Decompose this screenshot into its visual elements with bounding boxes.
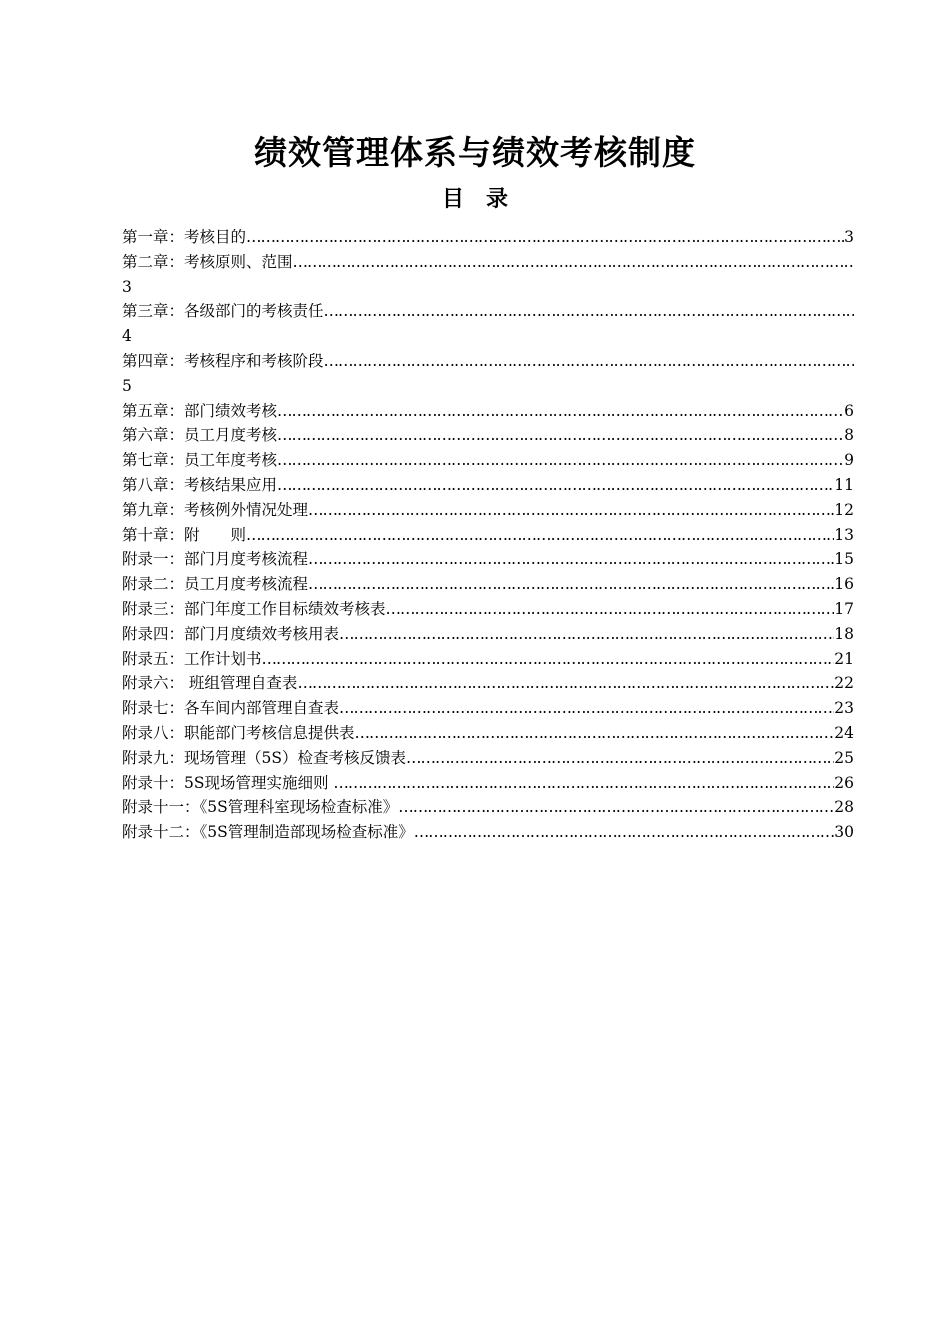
toc-page-number: 9 bbox=[844, 451, 854, 470]
toc-entry-label: 第十章：附 则 bbox=[122, 525, 247, 544]
toc-dot-leader bbox=[339, 696, 834, 721]
toc-dot-leader bbox=[293, 250, 854, 275]
toc-entry[interactable] bbox=[122, 473, 854, 498]
toc-dot-leader bbox=[386, 597, 835, 622]
toc-dot-leader bbox=[246, 523, 834, 548]
toc-entry[interactable] bbox=[122, 399, 854, 424]
toc-entry[interactable] bbox=[122, 250, 854, 300]
toc-entry-label: 第四章：考核程序和考核阶段 bbox=[122, 351, 324, 370]
toc-entry-label: 附录七：各车间内部管理自查表 bbox=[122, 699, 340, 718]
toc-dot-leader bbox=[355, 721, 835, 746]
toc-entry[interactable] bbox=[122, 820, 854, 845]
toc-entry-label: 附录十一：《5S管理科室现场检查标准》 bbox=[122, 798, 399, 817]
toc-dot-leader bbox=[297, 671, 834, 696]
toc-page-number: 11 bbox=[834, 475, 854, 494]
toc-page-number: 8 bbox=[844, 426, 854, 445]
toc-dot-leader bbox=[414, 820, 835, 845]
toc-page-number: 17 bbox=[834, 599, 854, 618]
toc-page-number: 22 bbox=[834, 674, 854, 693]
toc-entry[interactable] bbox=[122, 225, 854, 250]
toc-entry-label: 附录一：部门月度考核流程 bbox=[122, 550, 309, 569]
toc-entry[interactable] bbox=[122, 721, 854, 746]
toc-entry[interactable] bbox=[122, 597, 854, 622]
toc-dot-leader bbox=[277, 448, 844, 473]
toc-dot-leader bbox=[308, 547, 834, 572]
toc-entry[interactable] bbox=[122, 498, 854, 523]
toc-entry-label: 第五章：部门绩效考核 bbox=[122, 401, 278, 420]
toc-dot-leader bbox=[398, 795, 834, 820]
toc-page-number: 16 bbox=[834, 575, 854, 594]
toc-page-number: 24 bbox=[834, 723, 854, 742]
toc-entry-label: 附录四：部门月度绩效考核用表 bbox=[122, 624, 340, 643]
toc-page-number: 5 bbox=[122, 376, 132, 395]
toc-entry-label: 附录十：5S现场管理实施细则 bbox=[122, 773, 334, 792]
toc-entry-label: 附录十二：《5S管理制造部现场检查标准》 bbox=[122, 823, 414, 842]
toc-entry[interactable] bbox=[122, 696, 854, 721]
toc-entry-label: 第六章：员工月度考核 bbox=[122, 426, 278, 445]
toc-entry-label: 第一章：考核目的 bbox=[122, 228, 247, 246]
toc-page-number: 13 bbox=[834, 525, 854, 544]
toc-page-number: 18 bbox=[834, 624, 854, 643]
toc-entry[interactable] bbox=[122, 448, 854, 473]
toc-dot-leader bbox=[308, 498, 834, 523]
toc-dot-leader bbox=[277, 399, 844, 424]
toc-dot-leader bbox=[333, 771, 834, 796]
toc-heading: 目录 bbox=[441, 187, 530, 212]
toc-page-number: 25 bbox=[834, 748, 854, 767]
toc-page-number: 26 bbox=[834, 773, 854, 792]
table-of-contents bbox=[122, 225, 854, 845]
toc-page-number: 23 bbox=[834, 699, 854, 718]
toc-entry-label: 第九章：考核例外情况处理 bbox=[122, 500, 309, 519]
toc-dot-leader bbox=[324, 349, 854, 374]
toc-entry-label: 附录五：工作计划书 bbox=[122, 649, 262, 668]
toc-entry[interactable] bbox=[122, 647, 854, 672]
toc-entry-label: 附录三：部门年度工作目标绩效考核表 bbox=[122, 599, 386, 618]
toc-entry-label: 第七章：员工年度考核 bbox=[122, 451, 278, 470]
toc-page-number: 4 bbox=[122, 327, 132, 346]
toc-page-number: 28 bbox=[834, 798, 854, 817]
toc-page-number: 21 bbox=[834, 649, 854, 668]
toc-page-number: 15 bbox=[834, 550, 854, 569]
toc-page-number: 3 bbox=[844, 228, 854, 246]
toc-entry[interactable] bbox=[122, 622, 854, 647]
toc-dot-leader bbox=[339, 622, 834, 647]
toc-entry[interactable] bbox=[122, 771, 854, 796]
toc-dot-leader bbox=[308, 572, 834, 597]
toc-dot-leader bbox=[246, 225, 844, 250]
toc-entry[interactable] bbox=[122, 671, 854, 696]
toc-entry[interactable] bbox=[122, 572, 854, 597]
toc-dot-leader bbox=[262, 647, 835, 672]
toc-entry[interactable] bbox=[122, 547, 854, 572]
toc-entry[interactable] bbox=[122, 523, 854, 548]
toc-entry-label: 第八章：考核结果应用 bbox=[122, 475, 278, 494]
toc-dot-leader bbox=[277, 423, 844, 448]
toc-page-number: 3 bbox=[122, 277, 132, 296]
toc-entry-label: 附录二：员工月度考核流程 bbox=[122, 575, 309, 594]
document-title: 绩效管理体系与绩效考核制度 bbox=[254, 133, 696, 172]
toc-page-number: 12 bbox=[834, 500, 854, 519]
toc-entry[interactable] bbox=[122, 349, 854, 399]
toc-entry[interactable] bbox=[122, 423, 854, 448]
toc-entry[interactable] bbox=[122, 795, 854, 820]
toc-entry[interactable] bbox=[122, 746, 854, 771]
toc-dot-leader bbox=[277, 473, 834, 498]
toc-dot-leader bbox=[324, 299, 854, 324]
toc-entry-label: 第三章：各级部门的考核责任 bbox=[122, 302, 324, 321]
toc-page-number: 6 bbox=[844, 401, 854, 420]
toc-entry-label: 第二章：考核原则、范围 bbox=[122, 252, 293, 271]
toc-entry-label: 附录八：职能部门考核信息提供表 bbox=[122, 723, 355, 742]
toc-entry-label: 附录九：现场管理（5S）检查考核反馈表 bbox=[122, 748, 406, 767]
toc-entry[interactable] bbox=[122, 299, 854, 349]
toc-entry-label: 附录六： 班组管理自查表 bbox=[122, 674, 298, 693]
toc-dot-leader bbox=[406, 746, 834, 771]
toc-page-number: 30 bbox=[834, 823, 854, 842]
